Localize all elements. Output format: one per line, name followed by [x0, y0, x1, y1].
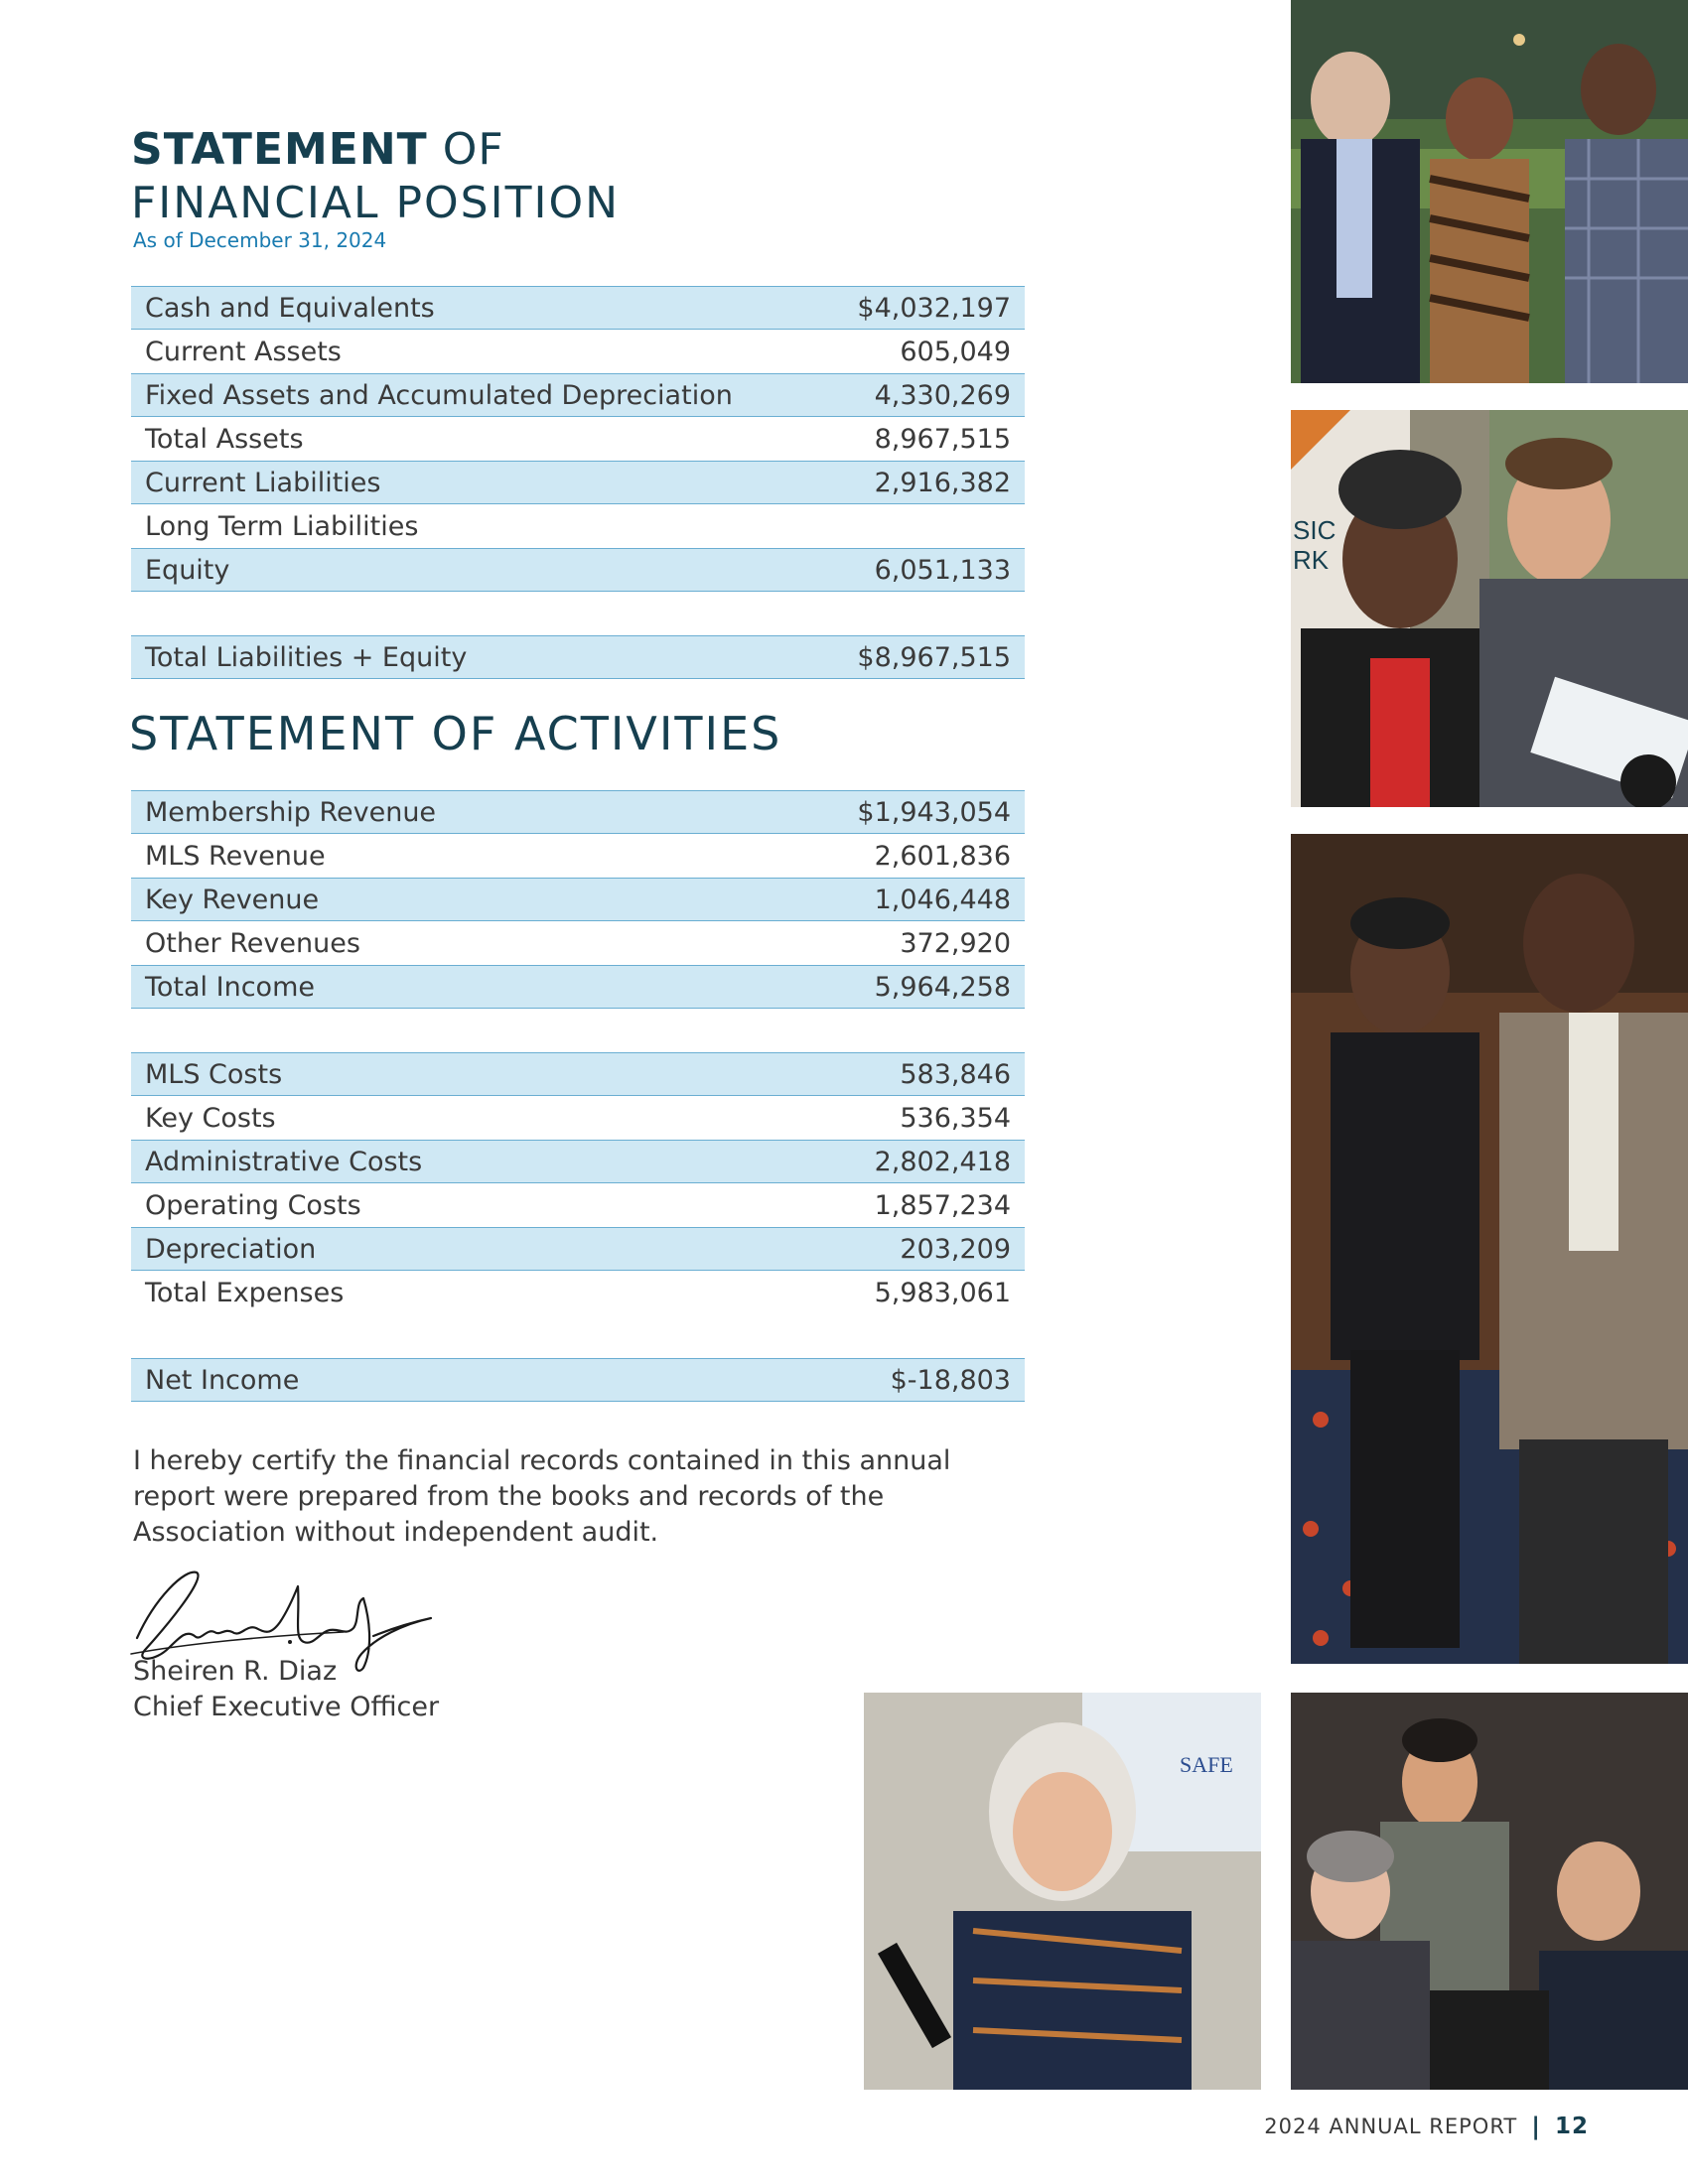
financial-position-title-line2: FINANCIAL POSITION: [131, 178, 620, 228]
photo-woman-microphone: [864, 1693, 1261, 2090]
photo-two-people-event: [1291, 834, 1688, 1664]
row-label: Key Revenue: [145, 884, 320, 915]
row-value: 1,857,234: [874, 1189, 1011, 1221]
row-label: Depreciation: [145, 1233, 317, 1265]
row-value: 605,049: [900, 336, 1011, 367]
table-row-net-income: [131, 1358, 1025, 1402]
row-label: Equity: [145, 554, 230, 586]
row-value: 2,916,382: [874, 467, 1011, 498]
table-row: [131, 417, 1025, 461]
row-value: $1,943,054: [857, 796, 1011, 828]
row-label: Key Costs: [145, 1102, 276, 1134]
table-spacer: [131, 1314, 1025, 1358]
row-label: Total Expenses: [145, 1277, 345, 1308]
table-row: [131, 373, 1025, 417]
row-value: 203,209: [900, 1233, 1011, 1265]
row-label: Operating Costs: [145, 1189, 361, 1221]
row-label: Administrative Costs: [145, 1146, 423, 1177]
row-value: 1,046,448: [874, 884, 1011, 915]
row-label: Net Income: [145, 1364, 300, 1396]
row-value: 2,601,836: [874, 840, 1011, 872]
table-row-total: [131, 965, 1025, 1009]
table-row: [131, 1183, 1025, 1227]
table-row: [131, 878, 1025, 921]
row-value: $8,967,515: [857, 641, 1011, 673]
table-row: [131, 504, 1025, 548]
title-bold: STATEMENT: [131, 124, 428, 175]
financial-position-table: [131, 286, 1025, 679]
row-label: Total Assets: [145, 423, 304, 455]
signer-title: Chief Executive Officer: [133, 1692, 440, 1722]
title-light: OF: [442, 124, 504, 175]
photo-three-people-dinner: [1291, 1693, 1688, 2090]
row-label: Current Liabilities: [145, 467, 381, 498]
table-row: [131, 461, 1025, 504]
table-spacer: [131, 1009, 1025, 1052]
table-row-total: [131, 1271, 1025, 1314]
row-value: 2,802,418: [874, 1146, 1011, 1177]
page-footer: [1264, 2113, 1589, 2140]
table-row: [131, 548, 1025, 592]
page-number: 12: [1554, 2114, 1589, 2139]
photo-three-people-outdoors: [1291, 0, 1688, 383]
row-label: Other Revenues: [145, 927, 360, 959]
row-label: MLS Costs: [145, 1058, 283, 1090]
row-label: Total Liabilities + Equity: [145, 641, 468, 673]
financial-position-title: [131, 123, 504, 177]
row-value: $-18,803: [890, 1364, 1011, 1396]
row-label: Membership Revenue: [145, 796, 437, 828]
photo-two-people-selfie: [1291, 410, 1688, 807]
row-value: 4,330,269: [874, 379, 1011, 411]
as-of-date: As of December 31, 2024: [133, 228, 387, 252]
row-value: 5,964,258: [874, 971, 1011, 1003]
table-row: [131, 790, 1025, 834]
row-label: Fixed Assets and Accumulated Depreciation: [145, 379, 733, 411]
table-row: [131, 1227, 1025, 1271]
report-label: 2024 ANNUAL REPORT: [1264, 2115, 1518, 2138]
table-spacer: [131, 592, 1025, 635]
table-row: [131, 330, 1025, 373]
certification-text: I hereby certify the financial records contained in this annual report were prepared from the books and records of the Association without independent audit.: [133, 1445, 951, 1548]
row-label: Total Income: [145, 971, 315, 1003]
activities-title: STATEMENT OF ACTIVITIES: [129, 707, 782, 760]
table-row: [131, 286, 1025, 330]
row-value: 5,983,061: [874, 1277, 1011, 1308]
table-row: [131, 1096, 1025, 1140]
table-row-total: [131, 635, 1025, 679]
row-value: 372,920: [900, 927, 1011, 959]
table-row: [131, 921, 1025, 965]
sign-text: SIC: [1293, 515, 1336, 545]
row-label: Cash and Equivalents: [145, 292, 435, 324]
activities-table: [131, 790, 1025, 1402]
signer-name: Sheiren R. Diaz: [133, 1656, 338, 1687]
row-value: 583,846: [900, 1058, 1011, 1090]
row-label: Current Assets: [145, 336, 342, 367]
sign-text: SAFE: [1180, 1752, 1233, 1777]
row-label: Long Term Liabilities: [145, 510, 419, 542]
footer-separator: |: [1531, 2113, 1541, 2140]
table-row: [131, 834, 1025, 878]
row-value: 6,051,133: [874, 554, 1011, 586]
row-value: 536,354: [900, 1102, 1011, 1134]
row-label: MLS Revenue: [145, 840, 326, 872]
table-row: [131, 1140, 1025, 1183]
sign-text: RK: [1293, 545, 1330, 575]
table-row: [131, 1052, 1025, 1096]
row-value: $4,032,197: [857, 292, 1011, 324]
row-value: 8,967,515: [874, 423, 1011, 455]
